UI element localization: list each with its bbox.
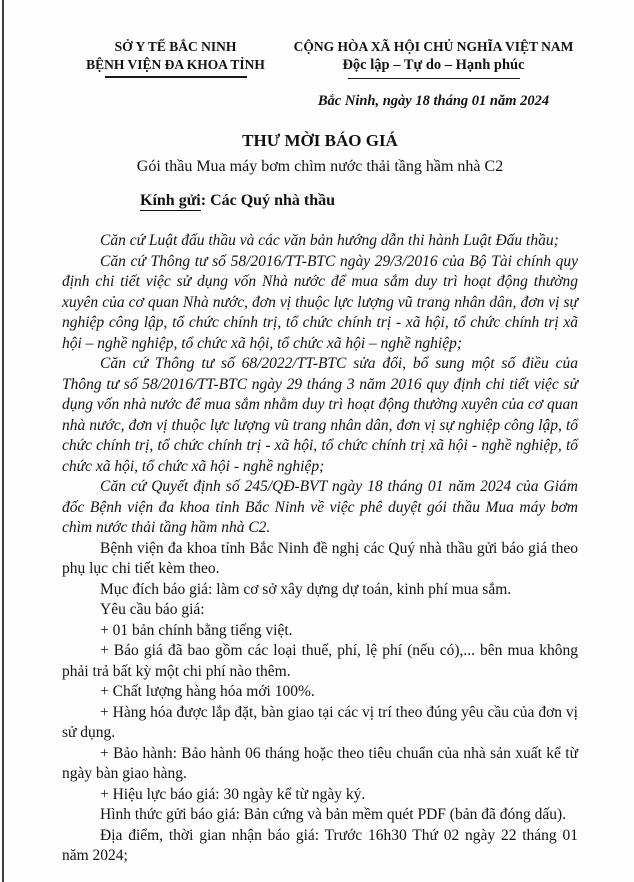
national-motto: Độc lập – Tự do – Hạnh phúc [342, 56, 525, 73]
agency-underline [105, 76, 247, 78]
paragraph: Căn cứ Thông tư số 68/2022/TT-BTC sửa đổi, bổ sung một số điều của Thông tư số 58/2016/TT-BTC ngày 29 tháng 3 năm 2016 quy định chi tiết việc sử dụng vốn nhà nước để mua sắm nhằm duy trì hoạt động thường xuyên của cơ quan nhà nước, đơn vị thuộc lực lượng vũ trang nhân dân, đơn vị sự nghiệp công lập, tổ chức chính trị, tổ chức chính trị - xã hội, tổ chức chính trị xã hội - nghề nghiệp, tổ chức xã hội, tổ chức xã hội - nghề nghiệp; [62, 355, 578, 475]
salutation-recipient: : Các Quý nhà thầu [200, 192, 335, 209]
paragraph: Mục đích báo giá: làm cơ sở xây dựng dự toán, kinh phí mua sắm. [100, 580, 512, 598]
paragraph: Hình thức gửi báo giá: Bản cứng và bản mềm quét PDF (bản đã đóng dấu). [100, 806, 566, 823]
salutation-label: Kính gửi [140, 192, 201, 209]
agency-parent-name: SỞ Y TẾ BẮC NINH [114, 39, 237, 54]
paragraph: Yêu cầu báo giá: [100, 601, 205, 618]
issuing-agency-block [62, 34, 289, 110]
place-date-line: Bắc Ninh, ngày 18 tháng 01 năm 2024 [317, 93, 550, 109]
national-header-block [289, 34, 578, 110]
paragraph: Căn cứ Quyết định số 245/QĐ-BVT ngày 18 tháng 01 năm 2024 của Giám đốc Bệnh viện đa khoa tỉnh Bắc Ninh về việc phê duyệt gói thầu Mua máy bơm chìm nước thải tầng hầm nhà C2. [62, 478, 578, 536]
paragraph: + 01 bản chính bằng tiếng việt. [100, 621, 293, 639]
document-subtitle: Gói thầu Mua máy bơm chìm nước thải tầng hầm nhà C2 [136, 158, 504, 175]
scan-edge-line [2, 0, 4, 882]
salutation-line [62, 192, 578, 210]
paragraph: Bệnh viện đa khoa tỉnh Bắc Ninh đề nghị các Quý nhà thầu gửi báo giá theo phụ lục chi tiết kèm theo. [62, 539, 578, 577]
national-title: CỘNG HÒA XÃ HỘI CHỦ NGHĨA VIỆT NAM [293, 39, 574, 54]
paragraph: + Hàng hóa được lắp đặt, bàn giao tại các vị trí theo đúng yêu cầu của đơn vị sử dụng. [62, 703, 578, 741]
paragraph: + Hiệu lực báo giá: 30 ngày kể từ ngày ký. [100, 785, 366, 803]
motto-underline [348, 78, 520, 80]
document-header [62, 34, 578, 110]
paragraph: Căn cứ Luật đấu thầu và các văn bản hướng dẫn thi hành Luật Đấu thầu; [100, 232, 559, 249]
paragraph-list [62, 231, 578, 867]
paragraph: + Báo giá đã bao gồm các loại thuế, phí, lệ phí (nếu có),... bên mua không phải trả bất kỳ một chi phí nào thêm. [62, 642, 578, 680]
paragraph: Địa điểm, thời gian nhận báo giá: Trước 16h30 Thứ 02 ngày 22 tháng 01 năm 2024; [62, 826, 578, 864]
document-title: THƯ MỜI BÁO GIÁ [242, 131, 398, 150]
paragraph: + Chất lượng hàng hóa mới 100%. [100, 683, 315, 700]
agency-name: BỆNH VIỆN ĐA KHOA TỈNH [86, 56, 265, 72]
paragraph: Căn cứ Thông tư số 58/2016/TT-BTC ngày 29/3/2016 của Bộ Tài chính quy định chi tiết việc sử dụng vốn Nhà nước để mua sắm duy trì hoạt động thường xuyên của cơ quan Nhà nước, đơn vị thuộc lực lượng vũ trang nhân dân, đơn vị sự nghiệp công lập, tổ chức chính trị, tổ chức chính trị - xã hội, tổ chức chính trị xã hội – nghề nghiệp, tổ chức xã hội, tổ chức xã hội – nghề nghiệp; [62, 252, 578, 352]
paragraph: + Bảo hành: Bảo hành 06 tháng hoặc theo tiêu chuẩn của nhà sản xuất kể từ ngày bàn giao hàng. [62, 744, 578, 782]
